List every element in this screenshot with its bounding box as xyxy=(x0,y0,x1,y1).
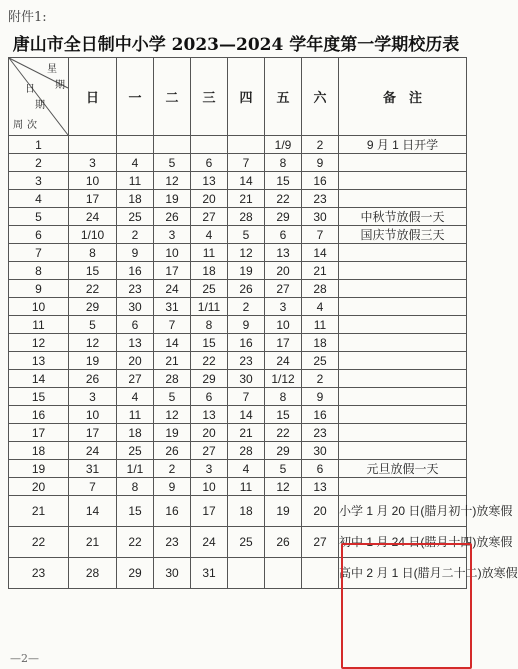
corner-label-qi: 期 xyxy=(55,80,65,91)
week-row xyxy=(9,406,467,424)
day-cell: 1/10 xyxy=(69,226,117,244)
header-sunday: 日 xyxy=(69,58,117,136)
day-cell: 3 xyxy=(265,298,302,316)
day-cell xyxy=(265,558,302,589)
day-cell: 24 xyxy=(265,352,302,370)
day-cell: 1/1 xyxy=(117,460,154,478)
day-cell: 6 xyxy=(191,154,228,172)
day-cell: 15 xyxy=(265,406,302,424)
header-monday: 一 xyxy=(117,58,154,136)
note-cell xyxy=(339,244,467,262)
note-cell xyxy=(339,172,467,190)
day-cell: 16 xyxy=(228,334,265,352)
day-cell: 20 xyxy=(191,190,228,208)
note-cell xyxy=(339,298,467,316)
week-row xyxy=(9,298,467,316)
week-row xyxy=(9,424,467,442)
school-calendar-table xyxy=(8,57,518,589)
day-cell xyxy=(191,136,228,154)
day-cell: 1/9 xyxy=(265,136,302,154)
day-cell: 2 xyxy=(228,298,265,316)
day-cell: 20 xyxy=(191,424,228,442)
note-cell xyxy=(339,478,467,496)
week-row xyxy=(9,334,467,352)
day-cell: 9 xyxy=(154,478,191,496)
week-number-cell: 19 xyxy=(9,460,69,478)
day-cell: 10 xyxy=(69,406,117,424)
day-cell: 11 xyxy=(302,316,339,334)
day-cell: 15 xyxy=(191,334,228,352)
header-notes: 备 注 xyxy=(339,58,467,136)
week-number-cell: 20 xyxy=(9,478,69,496)
day-cell: 20 xyxy=(265,262,302,280)
corner-label-ri: 日 xyxy=(25,84,35,95)
day-cell: 20 xyxy=(117,352,154,370)
day-cell: 17 xyxy=(154,262,191,280)
day-cell: 22 xyxy=(117,527,154,558)
day-cell: 23 xyxy=(154,527,191,558)
day-cell: 4 xyxy=(191,226,228,244)
week-number-cell: 8 xyxy=(9,262,69,280)
day-cell: 27 xyxy=(191,208,228,226)
day-cell: 3 xyxy=(69,154,117,172)
day-cell: 31 xyxy=(154,298,191,316)
day-cell: 12 xyxy=(228,244,265,262)
day-cell: 25 xyxy=(117,442,154,460)
day-cell: 7 xyxy=(154,316,191,334)
corner-label-star: 星 xyxy=(47,64,57,75)
day-cell: 10 xyxy=(191,478,228,496)
day-cell: 24 xyxy=(154,280,191,298)
note-cell xyxy=(339,190,467,208)
day-cell: 30 xyxy=(302,208,339,226)
note-cell xyxy=(339,442,467,460)
week-row xyxy=(9,172,467,190)
day-cell: 5 xyxy=(154,154,191,172)
day-cell: 14 xyxy=(228,406,265,424)
day-cell: 13 xyxy=(302,478,339,496)
header-row xyxy=(9,58,467,136)
week-number-cell: 1 xyxy=(9,136,69,154)
day-cell: 22 xyxy=(265,190,302,208)
day-cell: 5 xyxy=(154,388,191,406)
week-number-cell: 13 xyxy=(9,352,69,370)
day-cell: 17 xyxy=(69,424,117,442)
day-cell: 23 xyxy=(302,190,339,208)
note-cell xyxy=(339,406,467,424)
day-cell: 2 xyxy=(302,136,339,154)
week-number-cell: 18 xyxy=(9,442,69,460)
note-cell: 国庆节放假三天 xyxy=(339,226,467,244)
day-cell: 1/11 xyxy=(191,298,228,316)
day-cell: 18 xyxy=(117,190,154,208)
week-row xyxy=(9,244,467,262)
day-cell: 7 xyxy=(228,154,265,172)
day-cell: 19 xyxy=(265,496,302,527)
day-cell: 31 xyxy=(191,558,228,589)
day-cell: 8 xyxy=(265,154,302,172)
day-cell: 26 xyxy=(265,527,302,558)
day-cell: 4 xyxy=(302,298,339,316)
day-cell: 19 xyxy=(228,262,265,280)
day-cell: 21 xyxy=(302,262,339,280)
day-cell: 29 xyxy=(69,298,117,316)
day-cell: 16 xyxy=(302,172,339,190)
note-cell xyxy=(339,280,467,298)
day-cell xyxy=(117,136,154,154)
day-cell: 27 xyxy=(117,370,154,388)
attachment-label: 附件1: xyxy=(8,10,47,25)
day-cell: 25 xyxy=(228,527,265,558)
day-cell: 15 xyxy=(117,496,154,527)
day-cell: 17 xyxy=(265,334,302,352)
day-cell: 26 xyxy=(228,280,265,298)
day-cell: 9 xyxy=(228,316,265,334)
week-row xyxy=(9,352,467,370)
week-number-cell: 21 xyxy=(9,496,69,527)
day-cell: 8 xyxy=(69,244,117,262)
day-cell: 6 xyxy=(117,316,154,334)
note-cell: 元旦放假一天 xyxy=(339,460,467,478)
day-cell: 22 xyxy=(69,280,117,298)
corner-label-qi2: 期 xyxy=(35,100,45,111)
day-cell: 9 xyxy=(117,244,154,262)
day-cell: 2 xyxy=(302,370,339,388)
week-number-cell: 23 xyxy=(9,558,69,589)
day-cell: 28 xyxy=(154,370,191,388)
day-cell: 18 xyxy=(228,496,265,527)
week-number-cell: 4 xyxy=(9,190,69,208)
day-cell: 19 xyxy=(154,190,191,208)
week-row xyxy=(9,226,467,244)
day-cell: 21 xyxy=(228,424,265,442)
day-cell: 30 xyxy=(117,298,154,316)
day-cell: 2 xyxy=(154,460,191,478)
note-cell xyxy=(339,388,467,406)
day-cell: 21 xyxy=(69,527,117,558)
day-cell: 12 xyxy=(265,478,302,496)
day-cell: 14 xyxy=(302,244,339,262)
day-cell: 6 xyxy=(265,226,302,244)
day-cell: 10 xyxy=(265,316,302,334)
day-cell: 3 xyxy=(154,226,191,244)
day-cell: 26 xyxy=(154,442,191,460)
day-cell: 16 xyxy=(302,406,339,424)
day-cell: 28 xyxy=(228,208,265,226)
note-cell xyxy=(339,424,467,442)
header-thursday: 四 xyxy=(228,58,265,136)
corner-label-ci: 次 xyxy=(27,120,37,131)
page-title: 唐山市全日制中小学 2023—2024 学年度第一学期校历表 xyxy=(12,35,460,55)
day-cell: 14 xyxy=(69,496,117,527)
day-cell: 13 xyxy=(191,406,228,424)
week-row xyxy=(9,208,467,226)
day-cell: 15 xyxy=(265,172,302,190)
day-cell: 11 xyxy=(228,478,265,496)
day-cell: 8 xyxy=(265,388,302,406)
day-cell: 21 xyxy=(154,352,191,370)
day-cell: 27 xyxy=(302,527,339,558)
day-cell: 17 xyxy=(191,496,228,527)
day-cell: 25 xyxy=(191,280,228,298)
day-cell: 14 xyxy=(228,172,265,190)
week-number-cell: 15 xyxy=(9,388,69,406)
day-cell: 24 xyxy=(191,527,228,558)
week-row xyxy=(9,136,467,154)
week-number-cell: 11 xyxy=(9,316,69,334)
week-number-cell: 10 xyxy=(9,298,69,316)
day-cell: 5 xyxy=(228,226,265,244)
header-friday: 五 xyxy=(265,58,302,136)
day-cell: 6 xyxy=(191,388,228,406)
day-cell: 28 xyxy=(302,280,339,298)
note-cell xyxy=(339,262,467,280)
header-wednesday: 三 xyxy=(191,58,228,136)
day-cell: 6 xyxy=(302,460,339,478)
day-cell: 7 xyxy=(228,388,265,406)
week-row xyxy=(9,280,467,298)
day-cell: 30 xyxy=(154,558,191,589)
day-cell: 27 xyxy=(265,280,302,298)
week-row xyxy=(9,316,467,334)
day-cell: 15 xyxy=(69,262,117,280)
note-cell xyxy=(339,154,467,172)
day-cell: 2 xyxy=(117,226,154,244)
day-cell: 18 xyxy=(117,424,154,442)
week-number-cell: 2 xyxy=(9,154,69,172)
note-cell: 高中 2 月 1 日(腊月二十二)放寒假 xyxy=(339,558,467,589)
day-cell: 24 xyxy=(69,208,117,226)
note-cell: 中秋节放假一天 xyxy=(339,208,467,226)
day-cell: 3 xyxy=(69,388,117,406)
day-cell: 30 xyxy=(228,370,265,388)
note-cell: 小学 1 月 20 日(腊月初十)放寒假 xyxy=(339,496,467,527)
day-cell: 12 xyxy=(69,334,117,352)
page-number: —2— xyxy=(10,652,39,665)
corner-header-cell xyxy=(9,58,69,136)
day-cell xyxy=(302,558,339,589)
day-cell: 8 xyxy=(191,316,228,334)
day-cell: 10 xyxy=(154,244,191,262)
day-cell: 13 xyxy=(191,172,228,190)
day-cell: 23 xyxy=(117,280,154,298)
week-number-cell: 7 xyxy=(9,244,69,262)
day-cell: 19 xyxy=(154,424,191,442)
day-cell: 14 xyxy=(154,334,191,352)
day-cell: 8 xyxy=(117,478,154,496)
week-number-cell: 9 xyxy=(9,280,69,298)
week-number-cell: 3 xyxy=(9,172,69,190)
day-cell: 18 xyxy=(302,334,339,352)
day-cell: 27 xyxy=(191,442,228,460)
week-row xyxy=(9,370,467,388)
day-cell xyxy=(154,136,191,154)
day-cell: 17 xyxy=(69,190,117,208)
week-row xyxy=(9,478,467,496)
note-cell xyxy=(339,352,467,370)
week-number-cell: 12 xyxy=(9,334,69,352)
day-cell: 4 xyxy=(117,154,154,172)
day-cell: 10 xyxy=(69,172,117,190)
note-cell xyxy=(339,316,467,334)
day-cell: 7 xyxy=(69,478,117,496)
day-cell: 16 xyxy=(154,496,191,527)
corner-label-zhou: 周 xyxy=(13,120,23,131)
header-saturday: 六 xyxy=(302,58,339,136)
day-cell: 5 xyxy=(69,316,117,334)
note-cell xyxy=(339,334,467,352)
day-cell: 29 xyxy=(191,370,228,388)
day-cell: 13 xyxy=(117,334,154,352)
day-cell: 30 xyxy=(302,442,339,460)
day-cell: 4 xyxy=(117,388,154,406)
day-cell: 24 xyxy=(69,442,117,460)
day-cell: 9 xyxy=(302,388,339,406)
day-cell: 31 xyxy=(69,460,117,478)
day-cell: 22 xyxy=(265,424,302,442)
day-cell: 29 xyxy=(265,442,302,460)
day-cell: 3 xyxy=(191,460,228,478)
week-row xyxy=(9,460,467,478)
week-number-cell: 17 xyxy=(9,424,69,442)
week-row xyxy=(9,262,467,280)
day-cell xyxy=(228,136,265,154)
day-cell: 16 xyxy=(117,262,154,280)
day-cell: 25 xyxy=(117,208,154,226)
week-number-cell: 6 xyxy=(9,226,69,244)
day-cell: 21 xyxy=(228,190,265,208)
note-cell xyxy=(339,370,467,388)
note-cell: 9 月 1 日开学 xyxy=(339,136,467,154)
day-cell: 25 xyxy=(302,352,339,370)
day-cell: 11 xyxy=(191,244,228,262)
day-cell xyxy=(228,558,265,589)
winter-break-highlight-box xyxy=(341,543,472,669)
day-cell: 4 xyxy=(228,460,265,478)
day-cell: 5 xyxy=(265,460,302,478)
day-cell: 29 xyxy=(265,208,302,226)
day-cell: 26 xyxy=(69,370,117,388)
day-cell: 26 xyxy=(154,208,191,226)
day-cell: 12 xyxy=(154,172,191,190)
day-cell: 28 xyxy=(69,558,117,589)
week-row xyxy=(9,154,467,172)
day-cell: 23 xyxy=(228,352,265,370)
week-row xyxy=(9,190,467,208)
week-number-cell: 14 xyxy=(9,370,69,388)
day-cell: 1/12 xyxy=(265,370,302,388)
day-cell: 22 xyxy=(191,352,228,370)
day-cell: 20 xyxy=(302,496,339,527)
week-number-cell: 22 xyxy=(9,527,69,558)
week-number-cell: 5 xyxy=(9,208,69,226)
day-cell: 12 xyxy=(154,406,191,424)
week-number-cell: 16 xyxy=(9,406,69,424)
week-row xyxy=(9,388,467,406)
day-cell: 19 xyxy=(69,352,117,370)
week-row xyxy=(9,442,467,460)
day-cell: 13 xyxy=(265,244,302,262)
day-cell xyxy=(69,136,117,154)
header-tuesday: 二 xyxy=(154,58,191,136)
day-cell: 29 xyxy=(117,558,154,589)
day-cell: 11 xyxy=(117,406,154,424)
day-cell: 9 xyxy=(302,154,339,172)
day-cell: 28 xyxy=(228,442,265,460)
day-cell: 11 xyxy=(117,172,154,190)
note-cell: 初中 1 月 24 日(腊月十四)放寒假 xyxy=(339,527,467,558)
day-cell: 7 xyxy=(302,226,339,244)
week-row xyxy=(9,496,467,527)
day-cell: 23 xyxy=(302,424,339,442)
day-cell: 18 xyxy=(191,262,228,280)
